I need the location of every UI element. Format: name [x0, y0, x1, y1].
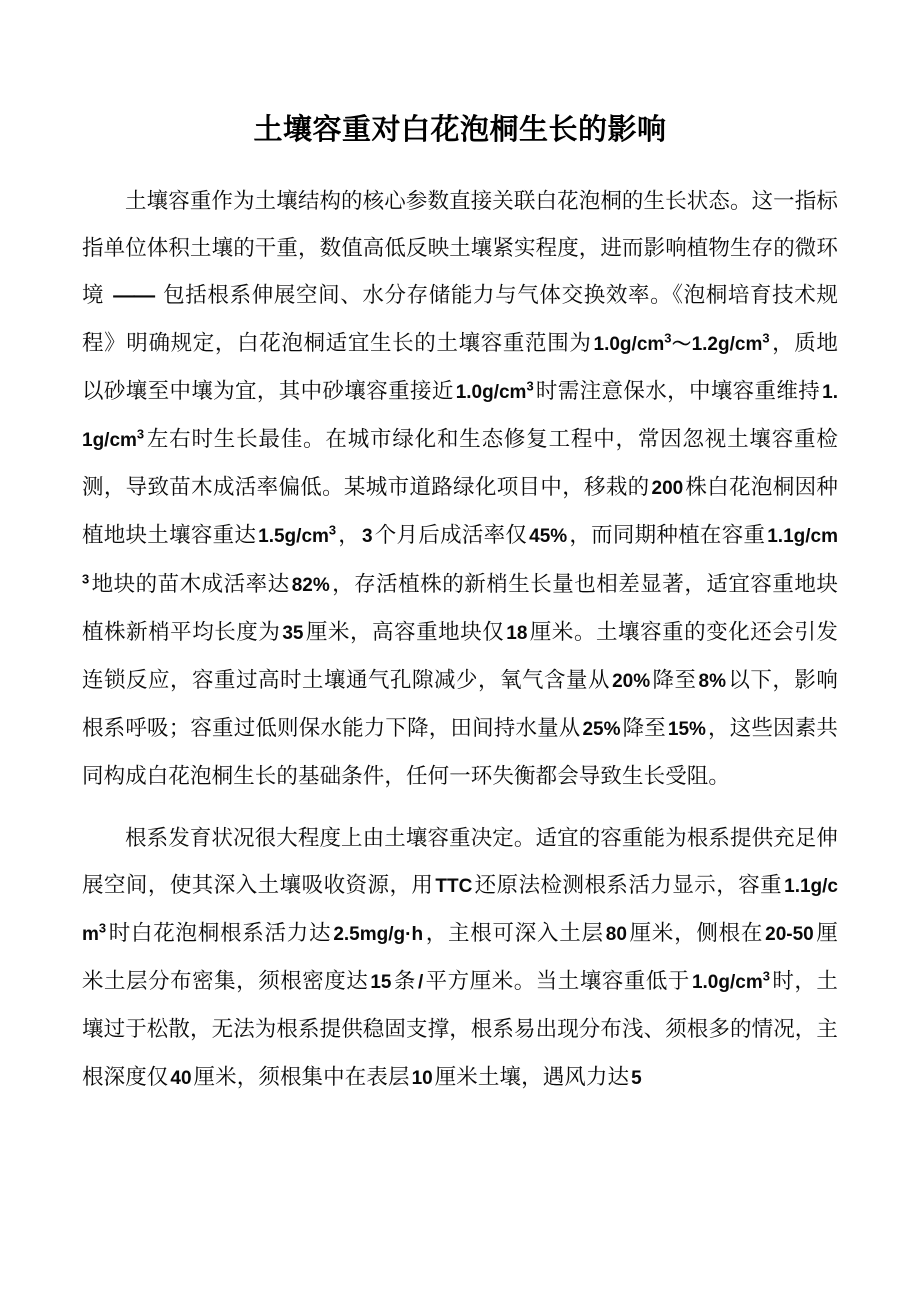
measurement-value: 82% — [291, 574, 330, 596]
measurement-value: $1.1g/cm^3$ — [82, 875, 838, 946]
measurement-value: 45% — [529, 526, 568, 548]
text-run: 时白花泡桐根系活力达 — [108, 921, 332, 946]
measurement-value: $1.0g/cm^3$ — [455, 378, 534, 403]
text-run: 土壤容重作为土壤结构的核心参数直接关联白花泡桐的生长状态。这一指标指单位体积土壤的干重，数值高低反映土壤紧实程度，进而影响植物生存的微环境 — [82, 189, 839, 308]
measurement-value: 10 — [411, 1067, 433, 1089]
measurement-value: 5 — [631, 1067, 642, 1089]
text-run: 包括根系伸展空间、水分存储能力与气体交换效率。《泡桐培育技术规程》明确规定，白花泡桐适宜生长的土壤容重范围为 — [82, 283, 839, 355]
text-run: ，质地以砂壤至中壤为宜，其中砂壤容重接近 — [82, 330, 838, 403]
measurement-value: / — [417, 972, 424, 994]
text-run: 时，土壤过于松散，无法为根系提供稳固支撑，根系易出现分布浅、须根多的情况，主根深度仅 — [82, 969, 839, 1089]
text-run: 降至 — [622, 716, 666, 741]
text-run: 厘米，须根集中在表层 — [193, 1064, 410, 1089]
text-run: 厘米土层分布密集，须根密度达 — [82, 921, 838, 994]
measurement-value: $1.0g/cm^3$ — [691, 968, 770, 994]
measurement-value: $1.0g/cm^3\sim 1.2g/cm^3$ — [593, 330, 770, 355]
paragraph — [82, 815, 838, 1102]
measurement-value: 18 — [506, 622, 528, 644]
measurement-value: $1.1g/cm^3$ — [82, 381, 838, 452]
text-run: 降至 — [652, 668, 697, 693]
text-run: 平方厘米。当土壤容重低于 — [425, 969, 690, 994]
page-title: 土壤容重对白花泡桐生长的影响 — [253, 114, 667, 146]
measurement-value: 35 — [282, 622, 304, 644]
text-run: ，这些因素共同构成白花泡桐生长的基础条件，任何一环失衡都会导致生长受阻。 — [82, 716, 838, 789]
measurement-value: 80 — [605, 924, 627, 946]
text-run: ，而同期种植在容重 — [569, 523, 766, 548]
measurement-value: 20% — [612, 671, 651, 693]
measurement-value: 25% — [582, 719, 621, 741]
document-body — [82, 178, 838, 1102]
text-run: 根系发育状况很大程度上由土壤容重决定。适宜的容重能为根系提供充足伸展空间，使其深入土壤吸收资源，用 — [82, 825, 838, 897]
measurement-value: TTC — [435, 875, 473, 897]
text-run: 株白花泡桐因种植地块土壤容重达 — [82, 475, 838, 548]
measurement-value: 40 — [170, 1067, 192, 1089]
text-run: 左右时生长最佳。在城市绿化和生态修复工程中，常因忽视土壤容重检测，导致苗木成活率偏低。某城市道路绿化项目中，移栽的 — [82, 427, 838, 500]
measurement-value: $1.5g/cm^3$ — [258, 523, 337, 548]
measurement-value: 200 — [651, 478, 684, 500]
paragraph — [82, 178, 838, 801]
text-run: 还原法检测根系活力显示，容重 — [474, 872, 783, 897]
measurement-value: $1.1g/cm^3$ — [82, 526, 838, 587]
text-run: 厘米，侧根在 — [628, 921, 764, 946]
text-run: ，存活植株的新梢生长量也相差显著，适宜容重地块植株新梢平均长度为 — [82, 571, 838, 644]
measurement-value: 15% — [667, 719, 706, 741]
text-run: 厘米土壤，遇风力达 — [434, 1064, 630, 1089]
text-run: 以下，影响根系呼吸；容重过低则保水能力下降，田间持水量从 — [82, 668, 838, 741]
text-run: 个月后成活率仅 — [374, 523, 528, 548]
text-run: 时需注意保水，中壤容重维持 — [535, 378, 821, 403]
measurement-value: 8% — [698, 671, 726, 693]
text-run: 厘米。土壤容重的变化还会引发连锁反应，容重过高时土壤通气孔隙减少，氧气含量从 — [82, 619, 838, 693]
measurement-value: 20-50 — [765, 924, 814, 946]
text-run: 地块的苗木成活率达 — [91, 571, 290, 596]
em-dash: —— — [113, 283, 155, 308]
measurement-value: 2.5mg/g·h — [333, 924, 424, 946]
measurement-value: 15 — [370, 972, 392, 994]
text-run: ，主根可深入土层 — [425, 921, 604, 946]
measurement-value: 3 — [362, 526, 373, 548]
text-run: 条 — [393, 969, 416, 994]
text-run: ， — [338, 523, 361, 548]
text-run: 厘米，高容重地块仅 — [305, 619, 505, 644]
